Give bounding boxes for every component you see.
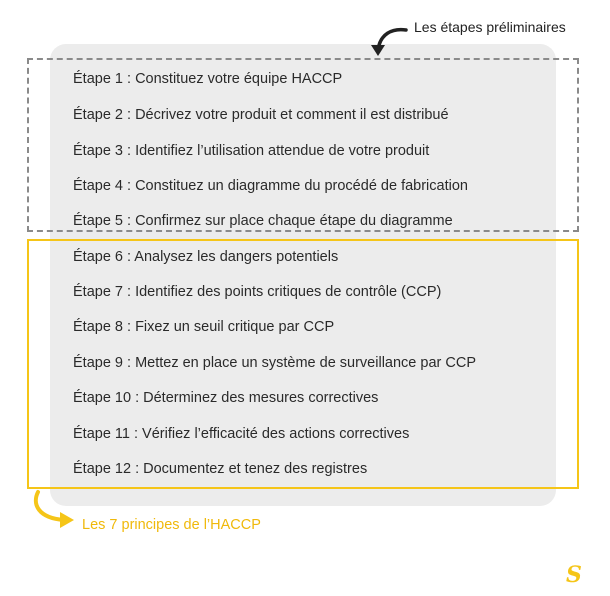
step-8: Étape 8 : Fixez un seuil critique par CCP [73,319,335,335]
brand-logo-icon: S [566,562,582,588]
step-7: Étape 7 : Identifiez des points critiques de contrôle (CCP) [73,284,442,300]
step-11: Étape 11 : Vérifiez l’efficacité des actions correctives [73,426,410,442]
principles-label: Les 7 principes de l’HACCP [82,517,261,533]
step-9: Étape 9 : Mettez en place un système de surveillance par CCP [73,355,476,371]
step-4: Étape 4 : Constituez un diagramme du procédé de fabrication [73,178,468,194]
curved-arrow-yellow-icon [30,490,80,530]
step-3: Étape 3 : Identifiez l’utilisation attendue de votre produit [73,143,430,159]
curved-arrow-icon [370,20,410,60]
step-12: Étape 12 : Documentez et tenez des registres [73,461,368,477]
step-1: Étape 1 : Constituez votre équipe HACCP [73,71,343,87]
step-6: Étape 6 : Analysez les dangers potentiels [73,249,339,265]
preliminary-steps-label: Les étapes préliminaires [414,19,566,35]
step-2: Étape 2 : Décrivez votre produit et comment il est distribué [73,107,449,123]
step-5: Étape 5 : Confirmez sur place chaque étape du diagramme [73,213,453,229]
step-10: Étape 10 : Déterminez des mesures correctives [73,390,379,406]
